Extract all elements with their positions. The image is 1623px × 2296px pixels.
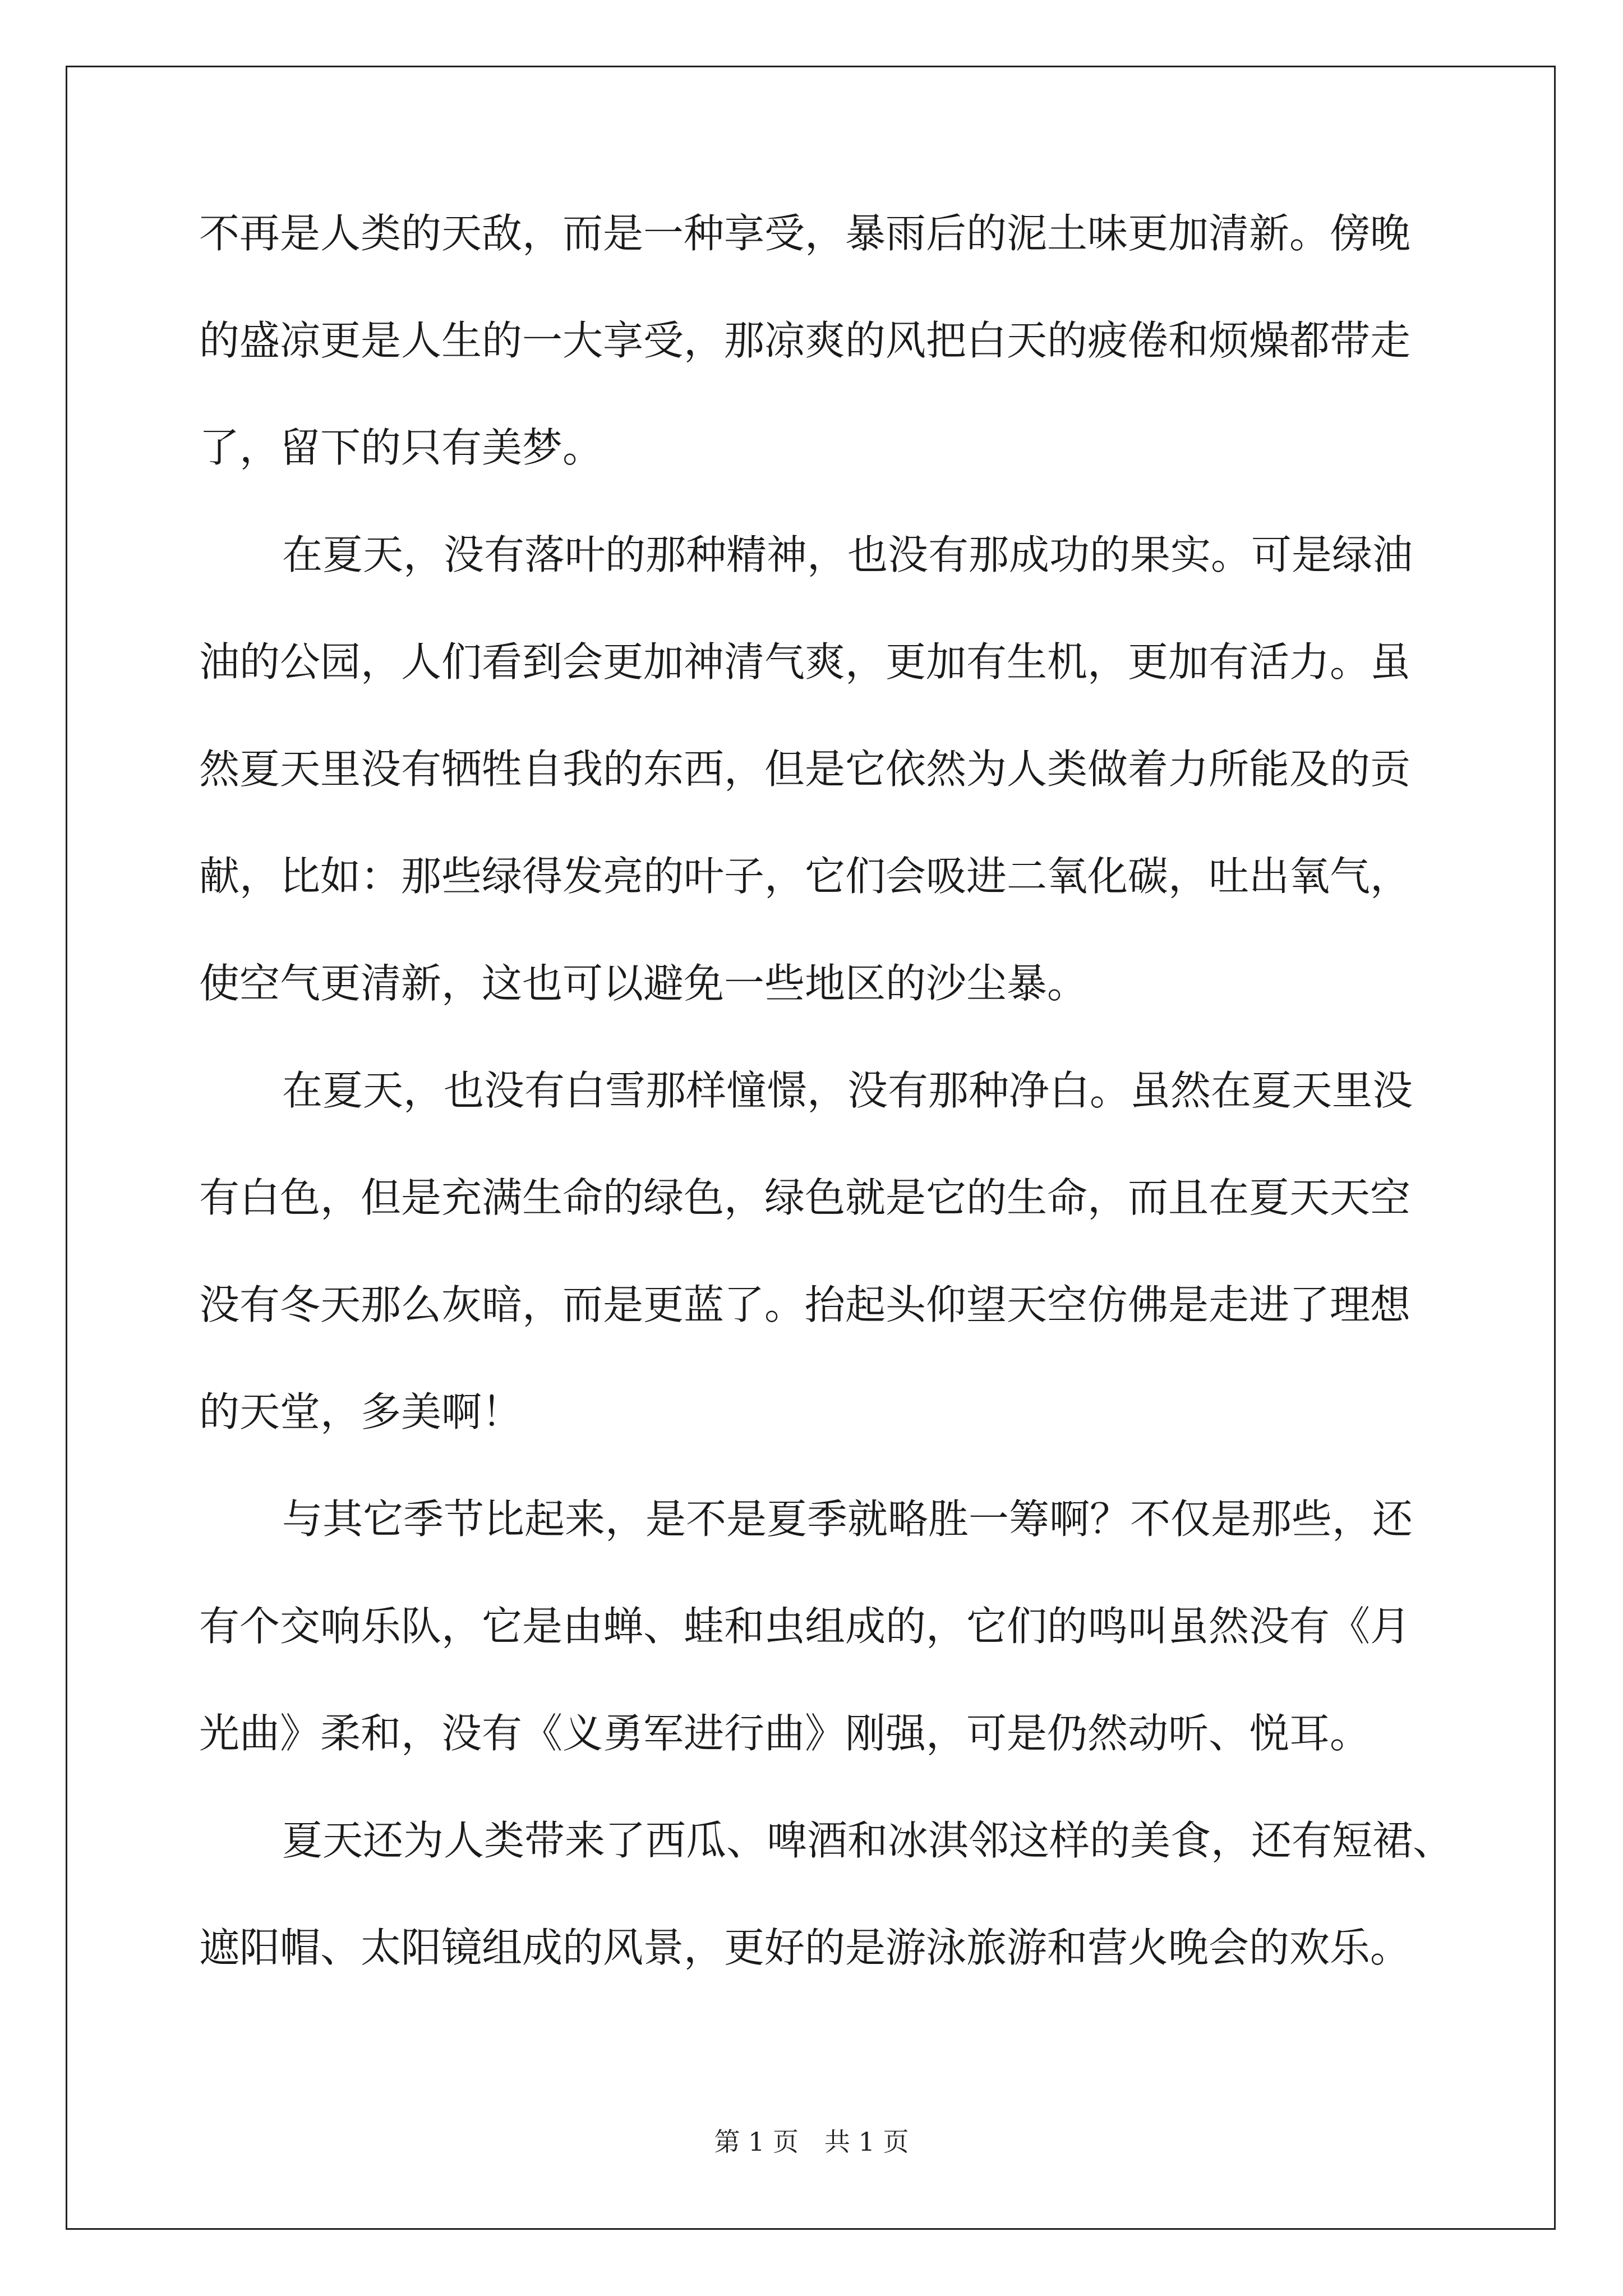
text-line: 光曲》柔和，没有《义勇军进行曲》刚强，可是仍然动听、悦耳。 xyxy=(199,1710,1371,1757)
text-line: 与其它季节比起来，是不是夏季就略胜一筹啊？不仅是那些，还 xyxy=(282,1496,1413,1543)
text-line: 的天堂，多美啊！ xyxy=(199,1388,523,1435)
text-line: 在夏天，没有落叶的那种精神，也没有那成功的果实。可是绿油 xyxy=(282,531,1413,578)
text-line: 油的公园，人们看到会更加神清气爽，更加有生机，更加有活力。虽 xyxy=(199,638,1411,685)
text-line: 然夏天里没有牺牲自我的东西，但是它依然为人类做着力所能及的贡 xyxy=(199,746,1411,793)
document-body xyxy=(199,210,1454,1971)
paragraph-2 xyxy=(199,531,1433,1007)
paragraph-4 xyxy=(199,1496,1433,1757)
text-line: 的盛凉更是人生的一大享受，那凉爽的风把白天的疲倦和烦燥都带走 xyxy=(199,317,1411,364)
paragraph-1 xyxy=(199,210,1433,471)
text-line: 有个交响乐队，它是由蝉、蛙和虫组成的，它们的鸣叫虽然没有《月 xyxy=(199,1603,1411,1650)
text-line: 献，比如：那些绿得发亮的叶子，它们会吸进二氧化碳，吐出氧气， xyxy=(199,853,1411,900)
paragraph-5 xyxy=(199,1817,1454,1971)
text-line: 使空气更清新，这也可以避免一些地区的沙尘暴。 xyxy=(199,960,1088,1007)
text-line: 有白色，但是充满生命的绿色，绿色就是它的生命，而且在夏天天空 xyxy=(199,1174,1411,1221)
text-line: 在夏天，也没有白雪那样憧憬，没有那种净白。虽然在夏天里没 xyxy=(282,1067,1413,1114)
page-number-footer: 第 1 页 共 1 页 xyxy=(714,2127,909,2157)
text-line: 了，留下的只有美梦。 xyxy=(199,424,603,471)
paragraph-3 xyxy=(199,1067,1433,1435)
text-line: 遮阳帽、太阳镜组成的风景，更好的是游泳旅游和营火晚会的欢乐。 xyxy=(199,1924,1411,1971)
text-line: 不再是人类的天敌，而是一种享受，暴雨后的泥土味更加清新。傍晚 xyxy=(199,210,1411,257)
text-line: 夏天还为人类带来了西瓜、啤酒和冰淇邻这样的美食，还有短裙、 xyxy=(282,1817,1454,1864)
text-line: 没有冬天那么灰暗，而是更蓝了。抬起头仰望天空仿佛是走进了理想 xyxy=(199,1281,1411,1328)
